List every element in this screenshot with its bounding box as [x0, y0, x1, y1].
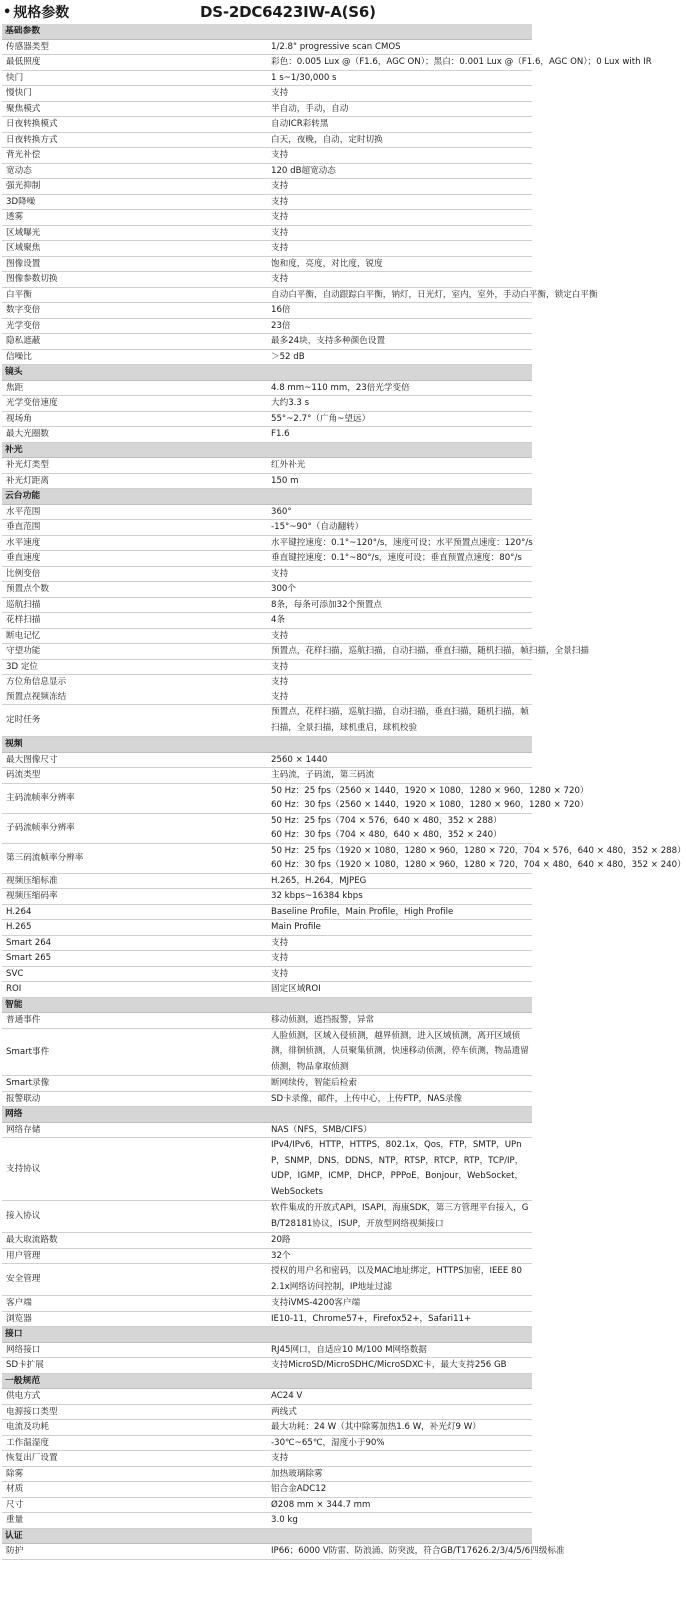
spec-value: 支持: [267, 628, 532, 644]
spec-label: 防护: [2, 1544, 267, 1560]
spec-row: [2, 566, 532, 582]
spec-label: 视频压缩码率: [2, 889, 267, 905]
spec-label: 图像设置: [2, 256, 267, 272]
spec-row: [2, 504, 532, 520]
spec-value: 1 s~1/30,000 s: [267, 70, 532, 86]
spec-row: [2, 117, 532, 133]
spec-label: 接入协议: [2, 1201, 267, 1233]
spec-label: 隐私遮蔽: [2, 334, 267, 350]
spec-label: 工作温湿度: [2, 1435, 267, 1451]
spec-value: 最大功耗：24 W（其中除雾加热1.6 W，补光灯9 W）: [267, 1420, 532, 1436]
spec-value: 支持: [267, 566, 532, 582]
section-title: 镜头: [2, 365, 532, 381]
spec-label: 视场角: [2, 411, 267, 427]
spec-row: [2, 966, 532, 982]
spec-value: 支持iVMS-4200客户端: [267, 1296, 532, 1312]
spec-value: 白天，夜晚，自动，定时切换: [267, 132, 532, 148]
spec-label: 花样扫描: [2, 613, 267, 629]
spec-label: 码流类型: [2, 768, 267, 784]
spec-value: 自动白平衡，自动跟踪白平衡，钠灯，日光灯，室内，室外，手动白平衡，锁定白平衡: [267, 287, 532, 303]
spec-value: 支持: [267, 659, 532, 675]
spec-row: [2, 86, 532, 102]
spec-value: 垂直键控速度：0.1°~80°/s，速度可设；垂直预置点速度：80°/s: [267, 551, 532, 567]
spec-label: 宽动态: [2, 163, 267, 179]
spec-value: 铝合金ADC12: [267, 1482, 532, 1498]
spec-row: [2, 411, 532, 427]
spec-row: [2, 520, 532, 536]
spec-label: 第三码流帧率分辨率: [2, 843, 267, 873]
spec-value: 饱和度，亮度，对比度，锐度: [267, 256, 532, 272]
spec-row: [2, 752, 532, 768]
spec-row: [2, 597, 532, 613]
spec-value: 支持: [267, 194, 532, 210]
section-header: [2, 737, 532, 753]
spec-label: 断电记忆: [2, 628, 267, 644]
spec-value: 32个: [267, 1248, 532, 1264]
spec-row: [2, 194, 532, 210]
spec-label: Smart 265: [2, 951, 267, 967]
spec-row: [2, 843, 532, 873]
spec-row: [2, 1466, 532, 1482]
spec-row: [2, 675, 532, 705]
spec-label: H.264: [2, 904, 267, 920]
spec-row: [2, 1296, 532, 1312]
spec-value: 移动侦测，遮挡报警，异常: [267, 1013, 532, 1029]
spec-value: NAS（NFS，SMB/CIFS）: [267, 1122, 532, 1138]
spec-label: 重量: [2, 1513, 267, 1529]
spec-row: [2, 148, 532, 164]
spec-value: Ø208 mm × 344.7 mm: [267, 1497, 532, 1513]
spec-label: 电源接口类型: [2, 1404, 267, 1420]
section-header: [2, 442, 532, 458]
spec-label: 材质: [2, 1482, 267, 1498]
spec-label: 比例变倍: [2, 566, 267, 582]
spec-value: 支持MicroSD/MicroSDHC/MicroSDXC卡，最大支持256 GB: [267, 1358, 532, 1374]
spec-value: 支持: [267, 1451, 532, 1467]
spec-label: 信噪比: [2, 349, 267, 365]
spec-label: 主码流帧率分辨率: [2, 783, 267, 813]
spec-row: [2, 70, 532, 86]
spec-value: 半自动，手动，自动: [267, 101, 532, 117]
header-bullet: •: [3, 4, 12, 20]
spec-value: 23倍: [267, 318, 532, 334]
spec-value: 红外补光: [267, 458, 532, 474]
spec-row: [2, 396, 532, 412]
spec-label: 子码流帧率分辨率: [2, 813, 267, 843]
spec-value: 软件集成的开放式API，ISAPI，海康SDK，第三方管理平台接入，GB/T28181协议，ISUP，开放型网络视频接口: [267, 1201, 532, 1233]
spec-label: 日夜转换模式: [2, 117, 267, 133]
spec-label: 用户管理: [2, 1248, 267, 1264]
spec-label: 聚焦模式: [2, 101, 267, 117]
spec-row: [2, 783, 532, 813]
spec-row: [2, 303, 532, 319]
spec-label: 数字变倍: [2, 303, 267, 319]
spec-row: [2, 1358, 532, 1374]
spec-row: [2, 241, 532, 257]
spec-row: [2, 1264, 532, 1296]
spec-row: [2, 873, 532, 889]
spec-value: RJ45网口，自适应10 M/100 M网络数据: [267, 1342, 532, 1358]
spec-label: 白平衡: [2, 287, 267, 303]
spec-label: 客户端: [2, 1296, 267, 1312]
spec-value: 4条: [267, 613, 532, 629]
spec-value: 支持: [267, 179, 532, 195]
section-title: 接口: [2, 1327, 532, 1343]
spec-row: [2, 551, 532, 567]
sheet-header: [0, 0, 534, 24]
spec-label: 传感器类型: [2, 39, 267, 55]
spec-value: ＞52 dB: [267, 349, 532, 365]
spec-label: 图像参数切换: [2, 272, 267, 288]
spec-row: [2, 904, 532, 920]
spec-label: 尺寸: [2, 1497, 267, 1513]
model-number: DS-2DC6423IW-A(S6): [200, 3, 376, 21]
spec-row: [2, 287, 532, 303]
section-title: 智能: [2, 997, 532, 1013]
spec-row: [2, 458, 532, 474]
spec-value: 彩色：0.005 Lux @（F1.6，AGC ON）；黑白：0.001 Lux @（F1.6，AGC ON）；0 Lux with IR: [267, 55, 532, 71]
spec-row: [2, 1248, 532, 1264]
spec-row: [2, 1342, 532, 1358]
spec-label: SD卡扩展: [2, 1358, 267, 1374]
spec-value: 最多24块，支持多种颜色设置: [267, 334, 532, 350]
spec-row: [2, 1233, 532, 1249]
section-header: [2, 1528, 532, 1544]
spec-row: [2, 920, 532, 936]
spec-value: 支持: [267, 935, 532, 951]
spec-value: Main Profile: [267, 920, 532, 936]
spec-label: 方位角信息显示 预置点视频冻结: [2, 675, 267, 705]
spec-row: [2, 473, 532, 489]
spec-row: [2, 318, 532, 334]
spec-label: 普通事件: [2, 1013, 267, 1029]
spec-row: [2, 225, 532, 241]
spec-value: 2560 × 1440: [267, 752, 532, 768]
spec-value: F1.6: [267, 427, 532, 443]
spec-row: [2, 982, 532, 998]
spec-row: [2, 349, 532, 365]
spec-label: 视频压缩标准: [2, 873, 267, 889]
spec-row: [2, 1435, 532, 1451]
spec-value: IP66；6000 V防雷、防浪涌、防突波，符合GB/T17626.2/3/4/5/6四级标准: [267, 1544, 532, 1560]
spec-value: 支持: [267, 86, 532, 102]
spec-value: 支持: [267, 148, 532, 164]
spec-value: -30℃~65℃，湿度小于90%: [267, 1435, 532, 1451]
section-title: 视频: [2, 737, 532, 753]
spec-label: 强光抑制: [2, 179, 267, 195]
spec-value: AC24 V: [267, 1389, 532, 1405]
spec-label: 区域曝光: [2, 225, 267, 241]
spec-row: [2, 768, 532, 784]
spec-value: 4.8 mm~110 mm，23倍光学变倍: [267, 380, 532, 396]
spec-label: 电流及功耗: [2, 1420, 267, 1436]
spec-label: 最大光圈数: [2, 427, 267, 443]
spec-row: [2, 628, 532, 644]
spec-value: 主码流，子码流，第三码流: [267, 768, 532, 784]
spec-row: [2, 1544, 532, 1560]
spec-table: [2, 24, 686, 1560]
spec-value: 16倍: [267, 303, 532, 319]
spec-value: 3.0 kg: [267, 1513, 532, 1529]
spec-row: [2, 39, 532, 55]
section-title: 认证: [2, 1528, 532, 1544]
spec-row: [2, 1513, 532, 1529]
spec-row: [2, 659, 532, 675]
spec-row: [2, 427, 532, 443]
spec-row: [2, 1076, 532, 1092]
spec-label: Smart事件: [2, 1028, 267, 1076]
spec-label: 定时任务: [2, 705, 267, 737]
spec-label: 区域聚焦: [2, 241, 267, 257]
spec-value: 两线式: [267, 1404, 532, 1420]
spec-label: 3D降噪: [2, 194, 267, 210]
spec-label: Smart 264: [2, 935, 267, 951]
spec-label: 日夜转换方式: [2, 132, 267, 148]
spec-row: [2, 1138, 532, 1201]
spec-row: [2, 951, 532, 967]
spec-label: 守望功能: [2, 644, 267, 660]
section-header: [2, 1373, 532, 1389]
spec-row: [2, 1420, 532, 1436]
spec-label: 恢复出厂设置: [2, 1451, 267, 1467]
spec-label: 光学变倍速度: [2, 396, 267, 412]
spec-value: 120 dB超宽动态: [267, 163, 532, 179]
spec-label: 水平范围: [2, 504, 267, 520]
spec-row: [2, 1028, 532, 1076]
spec-label: 最大图像尺寸: [2, 752, 267, 768]
spec-label: 巡航扫描: [2, 597, 267, 613]
spec-value: 支持: [267, 951, 532, 967]
page-title: 规格参数: [13, 5, 70, 21]
spec-label: 水平速度: [2, 535, 267, 551]
spec-row: [2, 613, 532, 629]
section-title: 基础参数: [2, 24, 532, 39]
spec-value: 支持 支持: [267, 675, 532, 705]
spec-row: [2, 210, 532, 226]
spec-value: 8条，每条可添加32个预置点: [267, 597, 532, 613]
spec-row: [2, 1091, 532, 1107]
spec-row: [2, 1311, 532, 1327]
spec-label: 报警联动: [2, 1091, 267, 1107]
spec-value: 50 Hz：25 fps（2560 × 1440，1920 × 1080，1280 × 960，1280 × 720） 60 Hz：30 fps（2560 × 1440，1920 × 1080，1280 × 960，1280 × 720）: [267, 783, 532, 813]
spec-value: 固定区域ROI: [267, 982, 532, 998]
spec-value: 人脸侦测，区域入侵侦测，越界侦测，进入区域侦测，离开区域侦测，徘徊侦测，人员聚集侦测，快速移动侦测，停车侦测，物品遗留侦测，物品拿取侦测: [267, 1028, 532, 1076]
section-title: 网络: [2, 1107, 532, 1123]
spec-row: [2, 380, 532, 396]
spec-value: 32 kbps~16384 kbps: [267, 889, 532, 905]
spec-value: 1/2.8" progressive scan CMOS: [267, 39, 532, 55]
spec-label: 浏览器: [2, 1311, 267, 1327]
spec-value: 50 Hz：25 fps（704 × 576，640 × 480，352 × 288） 60 Hz：30 fps（704 × 480，640 × 480，352 × 240）: [267, 813, 532, 843]
spec-value: 断网续传，智能后检索: [267, 1076, 532, 1092]
spec-row: [2, 1389, 532, 1405]
spec-value: 预置点，花样扫描，巡航扫描，自动扫描，垂直扫描，随机扫描，帧扫描，全景扫描，球机重启，球机校验: [267, 705, 532, 737]
spec-value: Baseline Profile，Main Profile，High Profile: [267, 904, 532, 920]
spec-label: 焦距: [2, 380, 267, 396]
spec-label: Smart录像: [2, 1076, 267, 1092]
spec-row: [2, 935, 532, 951]
spec-value: -15°~90°（自动翻转）: [267, 520, 532, 536]
spec-value: 授权的用户名和密码，以及MAC地址绑定，HTTPS加密，IEEE 802.1x网络访问控制，IP地址过滤: [267, 1264, 532, 1296]
spec-label: ROI: [2, 982, 267, 998]
spec-label: 背光补偿: [2, 148, 267, 164]
spec-label: 网络接口: [2, 1342, 267, 1358]
spec-row: [2, 256, 532, 272]
spec-label: 透雾: [2, 210, 267, 226]
section-header: [2, 997, 532, 1013]
section-title: 云台功能: [2, 489, 532, 505]
spec-value: 加热玻璃除雾: [267, 1466, 532, 1482]
spec-row: [2, 1013, 532, 1029]
spec-value: 水平键控速度：0.1°~120°/s，速度可设；水平预置点速度：120°/s: [267, 535, 532, 551]
spec-row: [2, 535, 532, 551]
spec-value: H.265，H.264，MJPEG: [267, 873, 532, 889]
spec-row: [2, 1482, 532, 1498]
spec-value: 150 m: [267, 473, 532, 489]
spec-row: [2, 1404, 532, 1420]
spec-value: IE10-11，Chrome57+，Firefox52+，Safari11+: [267, 1311, 532, 1327]
spec-row: [2, 1201, 532, 1233]
spec-row: [2, 334, 532, 350]
spec-label: 支持协议: [2, 1138, 267, 1201]
spec-value: 支持: [267, 272, 532, 288]
spec-value: 20路: [267, 1233, 532, 1249]
section-title: 补光: [2, 442, 532, 458]
spec-row: [2, 1497, 532, 1513]
spec-label: 快门: [2, 70, 267, 86]
spec-row: [2, 101, 532, 117]
spec-value: 预置点，花样扫描，巡航扫描，自动扫描，垂直扫描，随机扫描，帧扫描，全景扫描: [267, 644, 532, 660]
spec-row: [2, 179, 532, 195]
spec-label: H.265: [2, 920, 267, 936]
spec-row: [2, 1451, 532, 1467]
spec-label: 3D 定位: [2, 659, 267, 675]
spec-value: SD卡录像，邮件，上传中心，上传FTP，NAS录像: [267, 1091, 532, 1107]
spec-value: 支持: [267, 225, 532, 241]
spec-label: 最大取流路数: [2, 1233, 267, 1249]
spec-label: 补光灯距离: [2, 473, 267, 489]
spec-label: 最低照度: [2, 55, 267, 71]
spec-value: 50 Hz：25 fps（1920 × 1080，1280 × 960，1280 × 720，704 × 576，640 × 480，352 × 288） 60 Hz：30 fps（1920 × 1080，1280 × 960，1280 × 720，704 × 480，640 × 480，352 × 240）: [267, 843, 532, 873]
spec-label: 慢快门: [2, 86, 267, 102]
spec-label: 补光灯类型: [2, 458, 267, 474]
spec-label: 垂直范围: [2, 520, 267, 536]
spec-value: 自动ICR彩转黑: [267, 117, 532, 133]
spec-row: [2, 55, 532, 71]
section-header: [2, 24, 532, 39]
spec-row: [2, 163, 532, 179]
spec-value: 360°: [267, 504, 532, 520]
spec-row: [2, 1122, 532, 1138]
spec-row: [2, 272, 532, 288]
spec-label: 除雾: [2, 1466, 267, 1482]
spec-value: 55°~2.7°（广角~望远）: [267, 411, 532, 427]
section-header: [2, 489, 532, 505]
spec-value: 300个: [267, 582, 532, 598]
spec-value: 支持: [267, 241, 532, 257]
section-header: [2, 1327, 532, 1343]
spec-value: 支持: [267, 966, 532, 982]
section-title: 一般规范: [2, 1373, 532, 1389]
section-header: [2, 365, 532, 381]
spec-label: 供电方式: [2, 1389, 267, 1405]
spec-row: [2, 582, 532, 598]
spec-row: [2, 644, 532, 660]
spec-label: 网络存储: [2, 1122, 267, 1138]
spec-row: [2, 132, 532, 148]
spec-value: 大约3.3 s: [267, 396, 532, 412]
spec-label: 安全管理: [2, 1264, 267, 1296]
spec-label: 光学变倍: [2, 318, 267, 334]
spec-label: SVC: [2, 966, 267, 982]
spec-value: IPv4/IPv6，HTTP，HTTPS，802.1x，Qos，FTP，SMTP，UPnP，SNMP，DNS，DDNS，NTP，RTSP，RTCP，RTP，TCP/IP，UDP，IGMP，ICMP，DHCP，PPPoE，Bonjour，WebSocket，WebSockets: [267, 1138, 532, 1201]
spec-row: [2, 889, 532, 905]
spec-row: [2, 813, 532, 843]
spec-label: 预置点个数: [2, 582, 267, 598]
spec-value: 支持: [267, 210, 532, 226]
spec-row: [2, 705, 532, 737]
spec-label: 垂直速度: [2, 551, 267, 567]
section-header: [2, 1107, 532, 1123]
